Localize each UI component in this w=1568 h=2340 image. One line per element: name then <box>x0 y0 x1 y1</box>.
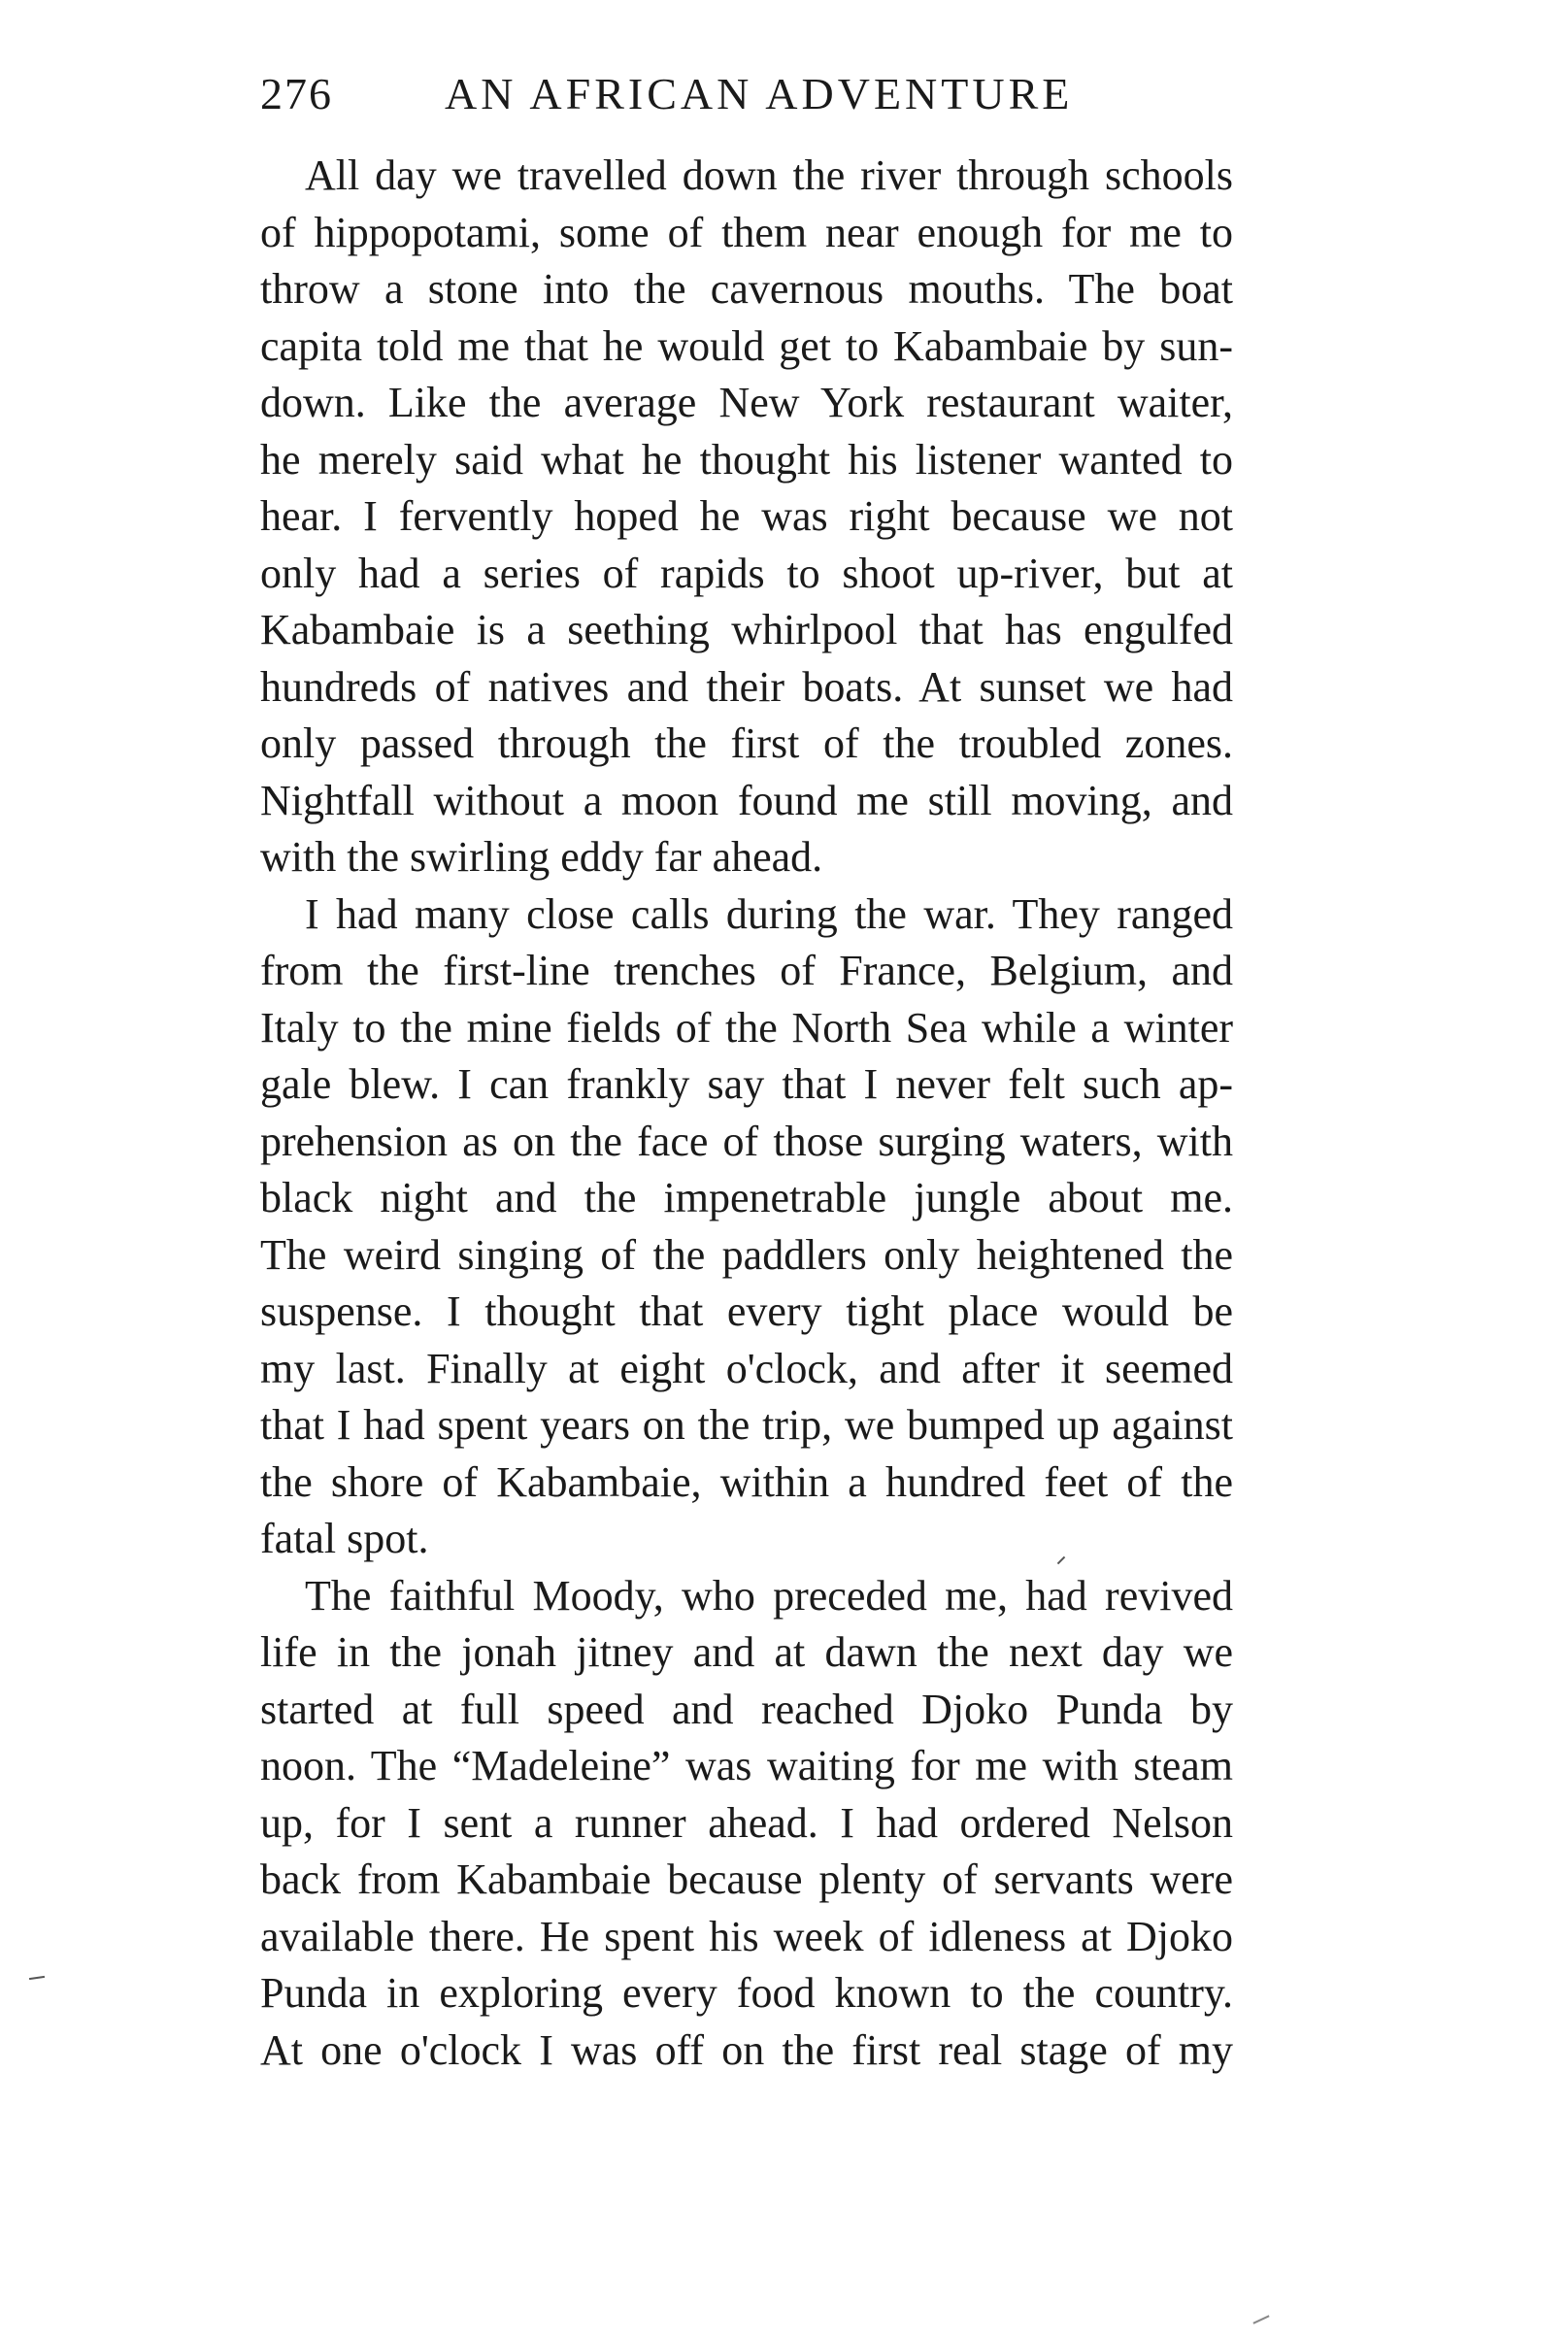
text-line: The faithful Moody, who preceded me, had revived <box>305 1571 1233 1620</box>
book-title: AN AFRICAN ADVENTURE <box>445 69 1074 118</box>
text-line: my last. Finally at eight o'clock, and after it seemed <box>260 1344 1233 1392</box>
text-line: back from Kabambaie because plenty of servants were <box>260 1855 1233 1903</box>
page-number: 276 <box>260 69 333 118</box>
text-line: The weird singing of the paddlers only heightened the <box>260 1230 1233 1279</box>
body-text <box>260 148 1233 2079</box>
paragraph <box>260 148 1233 886</box>
text-line: the shore of Kabambaie, within a hundred feet of the <box>260 1457 1233 1506</box>
text-line: gale blew. I can frankly say that I never felt such ap- <box>260 1060 1233 1108</box>
text-line: I had many close calls during the war. They ranged <box>305 889 1233 938</box>
text-line: All day we travelled down the river through schools <box>305 151 1233 199</box>
text-line: black night and the impenetrable jungle about me. <box>260 1174 1233 1221</box>
text-line: started at full speed and reached Djoko Punda by <box>260 1685 1233 1733</box>
text-line: of hippopotami, some of them near enough for me to <box>260 208 1233 256</box>
text-line: suspense. I thought that every tight place would be <box>260 1287 1233 1335</box>
running-head <box>260 60 1233 128</box>
text-line: only passed through the first of the troubled zones. <box>260 719 1233 767</box>
text-line: life in the jonah jitney and at dawn the next day we <box>260 1628 1233 1676</box>
text-line: throw a stone into the cavernous mouths. The boat <box>260 265 1233 313</box>
text-line: from the first-line trenches of France, Belgium, and <box>260 947 1233 994</box>
text-line: noon. The “Madeleine” was waiting for me with steam <box>260 1742 1233 1789</box>
text-line: At one o'clock I was off on the first real stage of my <box>260 2025 1233 2074</box>
paragraph <box>260 1568 1233 2080</box>
text-line: down. Like the average New York restaurant waiter, <box>260 379 1233 426</box>
text-line: up, for I sent a runner ahead. I had ordered Nelson <box>260 1798 1233 1847</box>
text-line: he merely said what he thought his listener wanted to <box>260 435 1233 484</box>
text-line: prehension as on the face of those surging waters, with <box>260 1117 1233 1165</box>
text-line: Punda in exploring every food known to the country. <box>260 1969 1233 2017</box>
text-line: capita told me that he would get to Kabambaie by sun- <box>260 321 1233 370</box>
text-line: that I had spent years on the trip, we bumped up against <box>260 1401 1233 1449</box>
text-line: Kabambaie is a seething whirlpool that has engulfed <box>260 606 1233 653</box>
text-line: available there. He spent his week of idleness at Djoko <box>260 1912 1233 1960</box>
text-line: hear. I fervently hoped he was right because we not <box>260 492 1233 540</box>
paragraph <box>260 886 1233 1568</box>
text-line: fatal spot. <box>260 1515 429 1562</box>
scan-mark <box>1252 2315 1269 2323</box>
text-line: Italy to the mine fields of the North Sea while a winter <box>260 1003 1233 1052</box>
text-line: Nightfall without a moon found me still moving, and <box>260 776 1233 824</box>
text-line: hundreds of natives and their boats. At sunset we had <box>260 662 1233 711</box>
text-line: with the swirling eddy far ahead. <box>260 833 823 881</box>
scan-mark <box>29 1976 45 1980</box>
text-line: only had a series of rapids to shoot up-river, but at <box>260 549 1233 597</box>
